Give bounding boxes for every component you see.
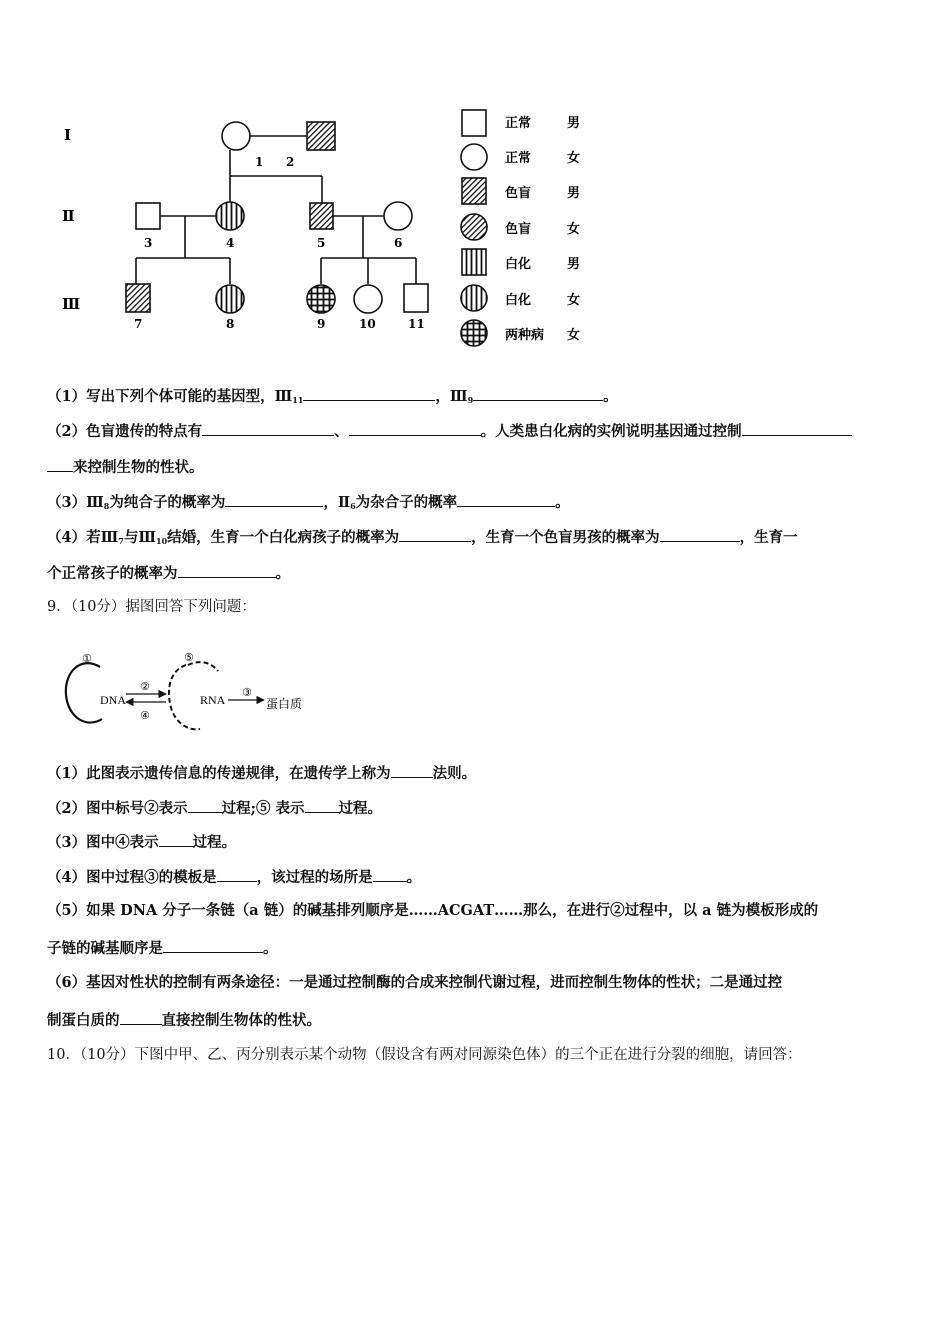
answer-blank[interactable] — [120, 1010, 162, 1025]
label-4: ④ — [140, 709, 150, 722]
answer-blank[interactable] — [742, 421, 852, 436]
number-3: 3 — [144, 236, 153, 250]
q9-item-1: （1）此图表示遗传信息的传递规律，在遗传学上称为 法则。 — [47, 765, 477, 782]
legend-sex-6: 女 — [567, 328, 581, 343]
answer-blank[interactable] — [457, 492, 555, 507]
individual-10 — [354, 285, 382, 313]
legend-symbol-square-hatch — [462, 178, 486, 204]
q9-item-3: （3）图中④表示 过程。 — [47, 834, 237, 851]
pedigree-legend — [461, 110, 580, 346]
answer-blank[interactable] — [159, 832, 193, 847]
answer-blank[interactable] — [178, 563, 276, 578]
legend-symbol-square-vstripe — [462, 249, 486, 275]
individual-2 — [307, 122, 335, 150]
legend-sex-5: 女 — [567, 293, 581, 308]
q9-heading: 9．（10分）据图回答下列问题： — [47, 599, 256, 615]
answer-blank[interactable] — [217, 867, 257, 882]
gen-label-3: Ⅲ — [62, 295, 81, 313]
legend-symbol-circle-vstripe — [461, 285, 487, 311]
answer-blank[interactable] — [188, 798, 222, 813]
legend-sex-3: 女 — [567, 222, 581, 237]
legend-label-3: 色盲 — [505, 222, 532, 237]
pedigree-chart — [40, 100, 620, 360]
label-protein: 蛋白质 — [266, 697, 303, 711]
central-dogma-diagram — [60, 645, 320, 735]
q8-item-3: $(3)Ⅲ_8$为纯合子的概率为 ，$Ⅱ_6$为杂合子的概率 。 — [47, 494, 570, 511]
number-8: 8 — [226, 317, 235, 331]
answer-blank[interactable] — [163, 938, 263, 953]
number-9: 9 — [317, 317, 326, 331]
q10-heading: 10．（10分）下图中甲、乙、丙分别表示某个动物（假设含有两对同源染色体）的三个正在进行分裂的细胞，请回答： — [47, 1047, 802, 1063]
individual-8 — [216, 285, 244, 313]
legend-sex-2: 男 — [567, 186, 581, 201]
number-4: 4 — [226, 236, 235, 250]
label-5: ⑤ — [184, 651, 194, 664]
answer-blank[interactable] — [473, 386, 603, 401]
q8-item-4-cont: 个正常孩子的概率为 。 — [47, 565, 290, 582]
legend-label-6: 两种病 — [505, 328, 545, 343]
legend-sex-4: 男 — [567, 257, 581, 272]
answer-blank[interactable] — [202, 421, 334, 436]
answer-blank[interactable] — [305, 798, 339, 813]
q8-item-2-cont: 来控制生物的性状。 — [47, 457, 917, 478]
answer-blank[interactable] — [225, 492, 323, 507]
replication-arc — [66, 663, 102, 722]
individual-6 — [384, 202, 412, 230]
legend-label-4: 白化 — [505, 257, 532, 272]
number-11: 11 — [408, 317, 425, 331]
answer-blank[interactable] — [349, 421, 481, 436]
q9-item-6: （6）基因对性状的控制有两条途径：一是通过控制酶的合成来控制代谢过程，进而控制生物体的性状；二是通过控 — [47, 974, 783, 991]
individual-11 — [404, 284, 428, 312]
q8-item-2: （2）色盲遗传的特点有 、 。人类患白化病的实例说明基因通过控制 — [47, 421, 917, 442]
number-10: 10 — [359, 317, 376, 331]
legend-symbol-square-open — [462, 110, 486, 136]
label-3: ③ — [242, 686, 252, 699]
legend-sex-1: 女 — [567, 151, 581, 166]
legend-label-5: 白化 — [505, 293, 532, 308]
legend-label-0: 正常 — [505, 116, 532, 131]
legend-label-2: 色盲 — [505, 186, 532, 201]
legend-label-1: 正常 — [505, 151, 532, 166]
q8-item-1: （1）写出下列个体可能的基因型，$Ⅲ_{11}$ ，$Ⅲ_9$ 。 — [47, 388, 618, 405]
gen-label-2: Ⅱ — [62, 207, 75, 225]
number-1: 1 — [255, 155, 264, 169]
q9-item-5-cont: 子链的碱基顺序是 。 — [47, 940, 278, 957]
legend-symbol-circle-hatch — [461, 214, 487, 240]
number-5: 5 — [317, 236, 326, 250]
label-rna: RNA — [200, 693, 226, 707]
answer-blank[interactable] — [303, 386, 435, 401]
answer-blank[interactable] — [660, 527, 740, 542]
individual-3 — [136, 203, 160, 229]
label-2: ② — [140, 680, 150, 693]
answer-blank[interactable] — [373, 867, 407, 882]
individual-4 — [216, 202, 244, 230]
legend-symbol-circle-open — [461, 144, 487, 170]
individual-9 — [307, 285, 335, 313]
label-1: ① — [82, 652, 92, 665]
q9-item-4: （4）图中过程③的模板是 ，该过程的场所是 。 — [47, 869, 422, 886]
label-dna: DNA — [100, 693, 126, 707]
q9-item-5: （5）如果 DNA 分子一条链（a 链）的碱基排列顺序是……ACGAT……那么，在进行②过程中，以 a 链为模板形成的 — [47, 902, 819, 919]
legend-symbol-circle-grid — [461, 320, 487, 346]
number-6: 6 — [394, 236, 403, 250]
answer-blank[interactable] — [391, 763, 433, 778]
rna-replication-arc — [169, 665, 200, 729]
answer-blank[interactable] — [399, 527, 471, 542]
individual-7 — [126, 284, 150, 312]
legend-sex-0: 男 — [567, 116, 581, 131]
individual-5 — [310, 203, 333, 229]
number-2: 2 — [286, 155, 295, 169]
answer-blank[interactable] — [47, 457, 73, 472]
number-7: 7 — [134, 317, 143, 331]
gen-label-1: I — [64, 126, 72, 144]
q8-item-4: （4）若$Ⅲ_7$与$Ⅲ_{10}$结婚，生育一个白化病孩子的概率为 ，生育一个色盲男孩的概率为 ，生育一 — [47, 529, 798, 546]
q9-item-6-cont: 制蛋白质的 直接控制生物体的性状。 — [47, 1012, 321, 1029]
individual-1 — [222, 122, 250, 150]
q9-item-2: （2）图中标号②表示 过程;⑤ 表示 过程。 — [47, 800, 382, 817]
